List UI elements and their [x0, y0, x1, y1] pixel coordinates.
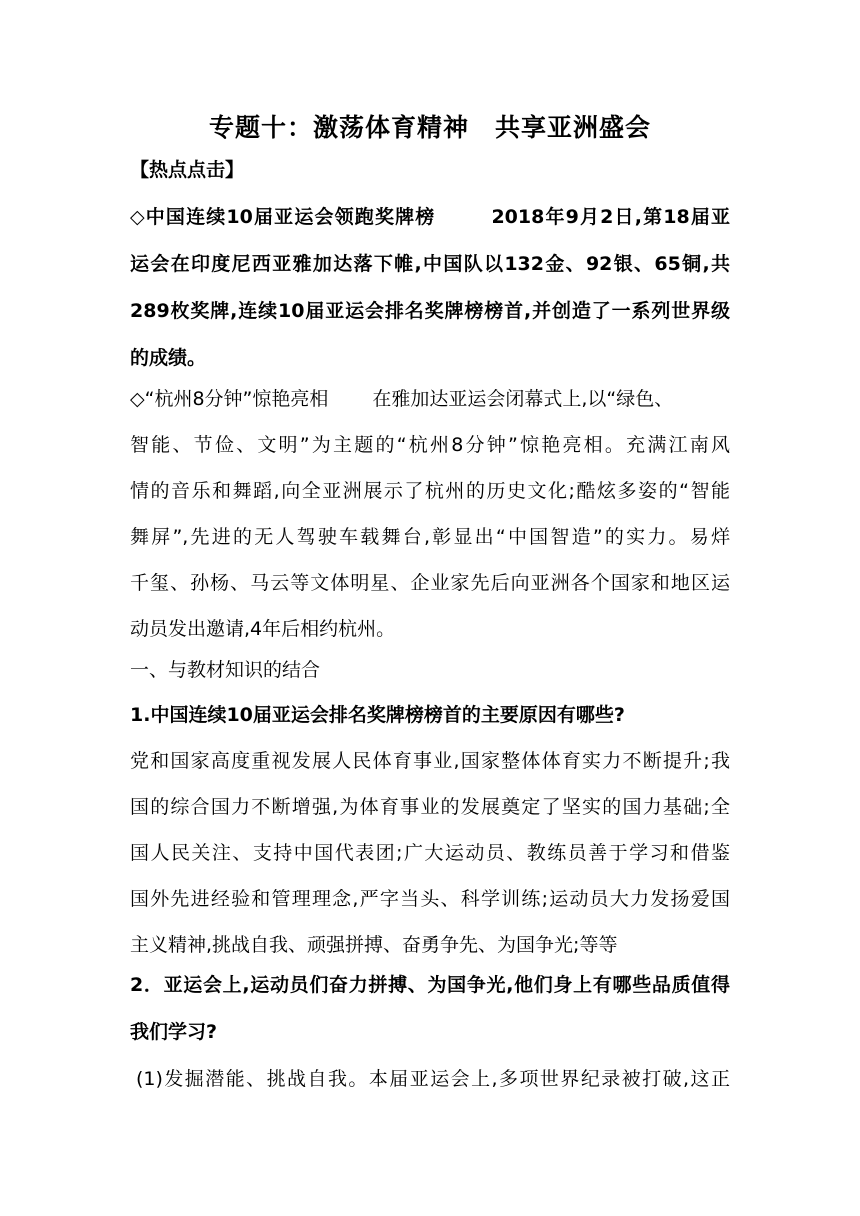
hot1-line-3: 289枚奖牌,连续10届亚运会排名奖牌榜榜首,并创造了一系列世界级	[130, 300, 730, 322]
hot1-line-4: 的成绩。	[130, 347, 207, 369]
hot1-line-2: 运会在印度尼西亚雅加达落下帷,中国队以132金、92银、65铜,共	[130, 253, 730, 275]
document-title: 专题十：激荡体育精神 共享亚洲盛会	[208, 113, 651, 142]
hot2-lead: 在雅加达亚运会闭幕式上,以“绿色、	[372, 388, 674, 410]
q2-question-line-2: 我们学习?	[130, 1021, 218, 1043]
hot2-line-1	[130, 379, 730, 419]
q2-question-line-1: 2．亚运会上,运动员们奋力拼搏、为国争光,他们身上有哪些品质值得	[130, 974, 730, 996]
hot2-line-3: 情的音乐和舞蹈,向全亚洲展示了杭州的历史文化;酷炫多姿的“智能	[130, 480, 730, 502]
section-heading-one: 一、与教材知识的结合	[130, 659, 321, 681]
hot1-line-1	[130, 197, 730, 237]
q1-answer-line-4: 国外先进经验和管理理念,严字当头、科学训练;运动员大力发扬爱国	[130, 888, 730, 910]
hot2-line-6: 动员发出邀请,4年后相约杭州。	[130, 618, 396, 640]
hot1-heading: ◇中国连续10届亚运会领跑奖牌榜	[130, 206, 436, 228]
hot2-heading: ◇“杭州8分钟”惊艳亮相	[130, 388, 329, 410]
q1-question: 1.中国连续10届亚运会排名奖牌榜榜首的主要原因有哪些?	[130, 704, 625, 726]
hot1-lead: 2018年9月2日,第18届亚	[491, 206, 730, 228]
q1-answer-line-5: 主义精神,挑战自我、顽强拼搏、奋勇争先、为国争光;等等	[130, 934, 618, 956]
q1-answer-line-1: 党和国家高度重视发展人民体育事业,国家整体体育实力不断提升;我	[130, 750, 730, 772]
q1-answer-line-2: 国的综合国力不断增强,为体育事业的发展奠定了坚实的国力基础;全	[130, 796, 730, 818]
section-heading-hot: 【热点点击】	[130, 159, 245, 181]
hot2-line-4: 舞屏”,先进的无人驾驶车载舞台,彰显出“中国智造”的实力。易烊	[130, 526, 730, 548]
hot2-line-5: 千玺、孙杨、马云等文体明星、企业家先后向亚洲各个国家和地区运	[130, 572, 730, 594]
q1-answer-line-3: 国人民关注、支持中国代表团;广大运动员、教练员善于学习和借鉴	[130, 842, 730, 864]
hot2-line-2: 智能、节俭、文明”为主题的“杭州8分钟”惊艳亮相。充满江南风	[130, 434, 730, 456]
q2-answer-line-1: (1)发掘潜能、挑战自我。本届亚运会上,多项世界纪录被打破,这正	[136, 1068, 730, 1090]
